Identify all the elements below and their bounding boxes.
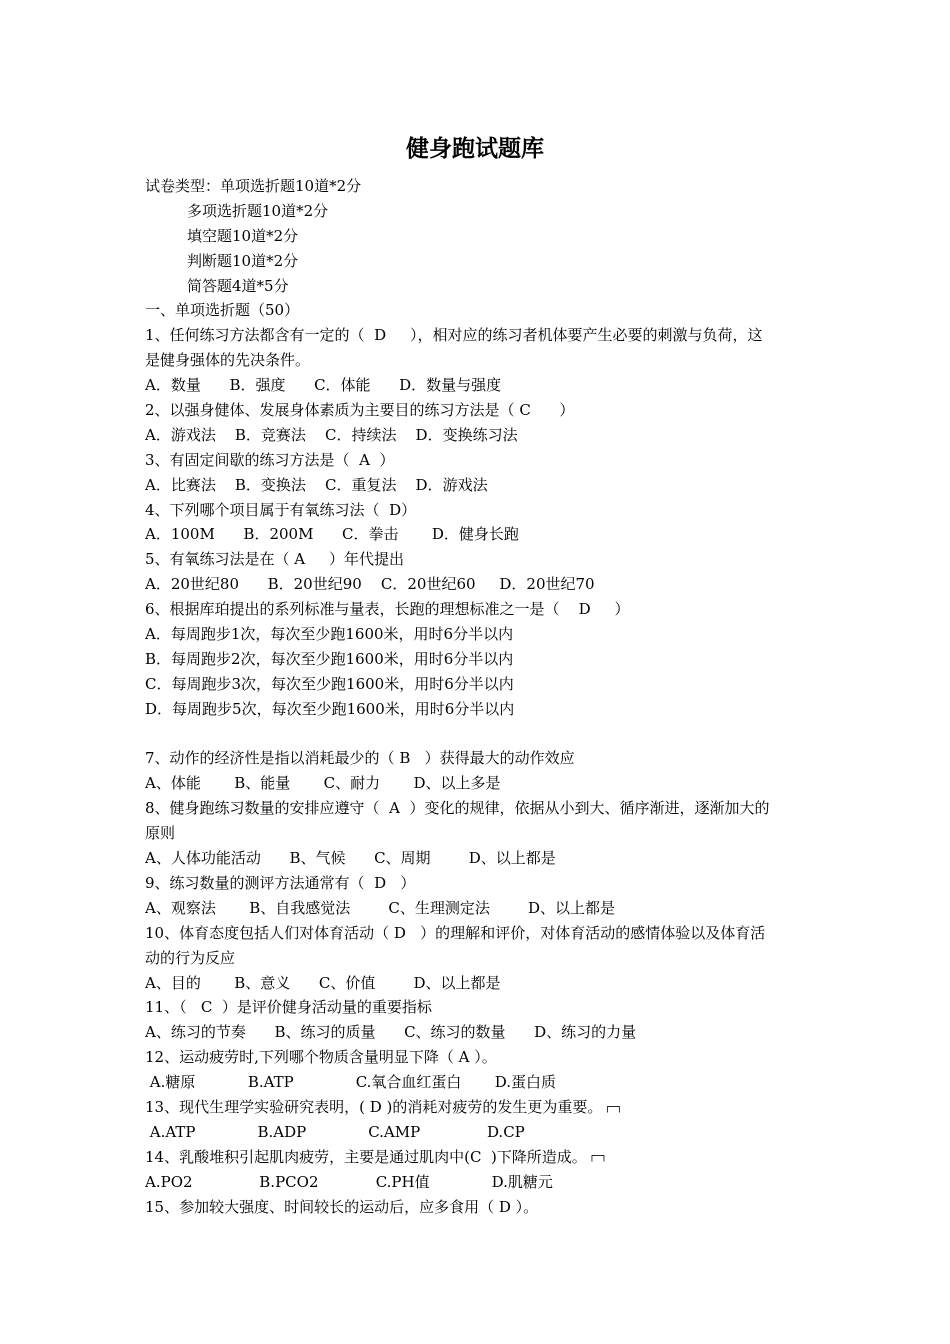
question-line: 8、健身跑练习数量的安排应遵守（ A ）变化的规律，依据从小到大、循序渐进，逐渐加大的 bbox=[145, 799, 770, 818]
question-line: 15、参加较大强度、时间较长的运动后，应多食用（ D ）。 bbox=[145, 1197, 539, 1216]
options-line: A．每周跑步1次，每次至少跑1600米，用时6分半以内 bbox=[145, 625, 514, 644]
bracket-mark: ┌─┐ bbox=[588, 1151, 607, 1163]
question-line: 10、体育态度包括人们对体育活动（ D ）的理解和评价，对体育活动的感情体验以及体育活 bbox=[145, 923, 766, 942]
question-line bbox=[145, 1095, 815, 1120]
options-line: A．数量 B．强度 C．体能 D．数量与强度 bbox=[145, 376, 502, 395]
question-line: 11、（ C ）是评价健身活动量的重要指标 bbox=[145, 998, 432, 1017]
bracket-mark: ┌─┐ bbox=[604, 1101, 623, 1113]
exam-type-line: 试卷类型：单项选折题10道*2分 bbox=[145, 177, 362, 195]
question-line: 动的行为反应 bbox=[145, 948, 236, 967]
options-line: A．游戏法 B．竞赛法 C．持续法 D．变换练习法 bbox=[145, 425, 518, 444]
question-line: 7、动作的经济性是指以消耗最少的（ B ）获得最大的动作效应 bbox=[145, 749, 575, 768]
question-text: 13、现代生理学实验研究表明，( D )的消耗对疲劳的发生更为重要。 bbox=[145, 1097, 603, 1116]
question-line: 5、有氧练习法是在（ A ）年代提出 bbox=[145, 550, 404, 569]
document-title: 健身跑试题库 bbox=[406, 136, 544, 162]
exam-type-short: 简答题4道*5分 bbox=[187, 276, 289, 295]
question-line: 是健身强体的先决条件。 bbox=[145, 351, 311, 370]
question-line: 6、根据库珀提出的系列标准与量表，长跑的理想标准之一是（ D ） bbox=[145, 600, 630, 619]
question-line: 12、运动疲劳时,下列哪个物质含量明显下降（ A ）。 bbox=[145, 1048, 497, 1067]
question-line: 2、以强身健体、发展身体素质为主要目的练习方法是（ C ） bbox=[145, 401, 575, 420]
options-line: A．比赛法 B．变换法 C．重复法 D．游戏法 bbox=[145, 475, 488, 494]
document-body bbox=[145, 174, 815, 1219]
question-line: 1、任何练习方法都含有一定的（ D ），相对应的练习者机体要产生必要的刺激与负荷，这 bbox=[145, 326, 763, 345]
options-line: A、目的 B、意义 C、价值 D、以上都是 bbox=[145, 973, 501, 992]
question-line: 3、有固定间歇的练习方法是（ A ） bbox=[145, 450, 395, 469]
options-line: C．每周跑步3次，每次至少跑1600米，用时6分半以内 bbox=[145, 674, 514, 693]
question-line: 9、练习数量的测评方法通常有（ D ） bbox=[145, 873, 416, 892]
options-line: A.糖原 B.ATP C.氧合血红蛋白 D.蛋白质 bbox=[145, 1073, 557, 1092]
options-line: A.PO2 B.PCO2 C.PH值 D.肌糖元 bbox=[145, 1172, 553, 1191]
options-line: A、人体功能活动 B、气候 C、周期 D、以上都是 bbox=[145, 849, 556, 868]
options-line: A.ATP B.ADP C.AMP D.CP bbox=[145, 1122, 525, 1141]
question-line: 4、下列哪个项目属于有氧练习法（ D） bbox=[145, 500, 417, 519]
question-text: 14、乳酸堆积引起肌肉疲劳，主要是通过肌肉中(C )下降所造成。 bbox=[145, 1147, 587, 1166]
options-line: A、练习的节奏 B、练习的质量 C、练习的数量 D、练习的力量 bbox=[145, 1023, 637, 1042]
section-heading: 一、单项选折题（50） bbox=[145, 301, 300, 320]
blank-line bbox=[145, 722, 815, 747]
options-line: A．100M B．200M C．拳击 D．健身长跑 bbox=[145, 525, 519, 544]
exam-type-judge: 判断题10道*2分 bbox=[187, 251, 299, 270]
options-line: A．20世纪80 B．20世纪90 C．20世纪60 D．20世纪70 bbox=[145, 575, 595, 594]
options-line: D．每周跑步5次，每次至少跑1600米，用时6分半以内 bbox=[145, 699, 515, 718]
exam-type-multi: 多项选折题10道*2分 bbox=[187, 201, 329, 220]
exam-type-fill: 填空题10道*2分 bbox=[187, 226, 299, 245]
question-line: 原则 bbox=[145, 824, 176, 843]
options-line: B．每周跑步2次，每次至少跑1600米，用时6分半以内 bbox=[145, 649, 514, 668]
options-line: A、体能 B、能量 C、耐力 D、以上多是 bbox=[145, 774, 501, 793]
question-line bbox=[145, 1145, 815, 1170]
options-line: A、观察法 B、自我感觉法 C、生理测定法 D、以上都是 bbox=[145, 898, 616, 917]
